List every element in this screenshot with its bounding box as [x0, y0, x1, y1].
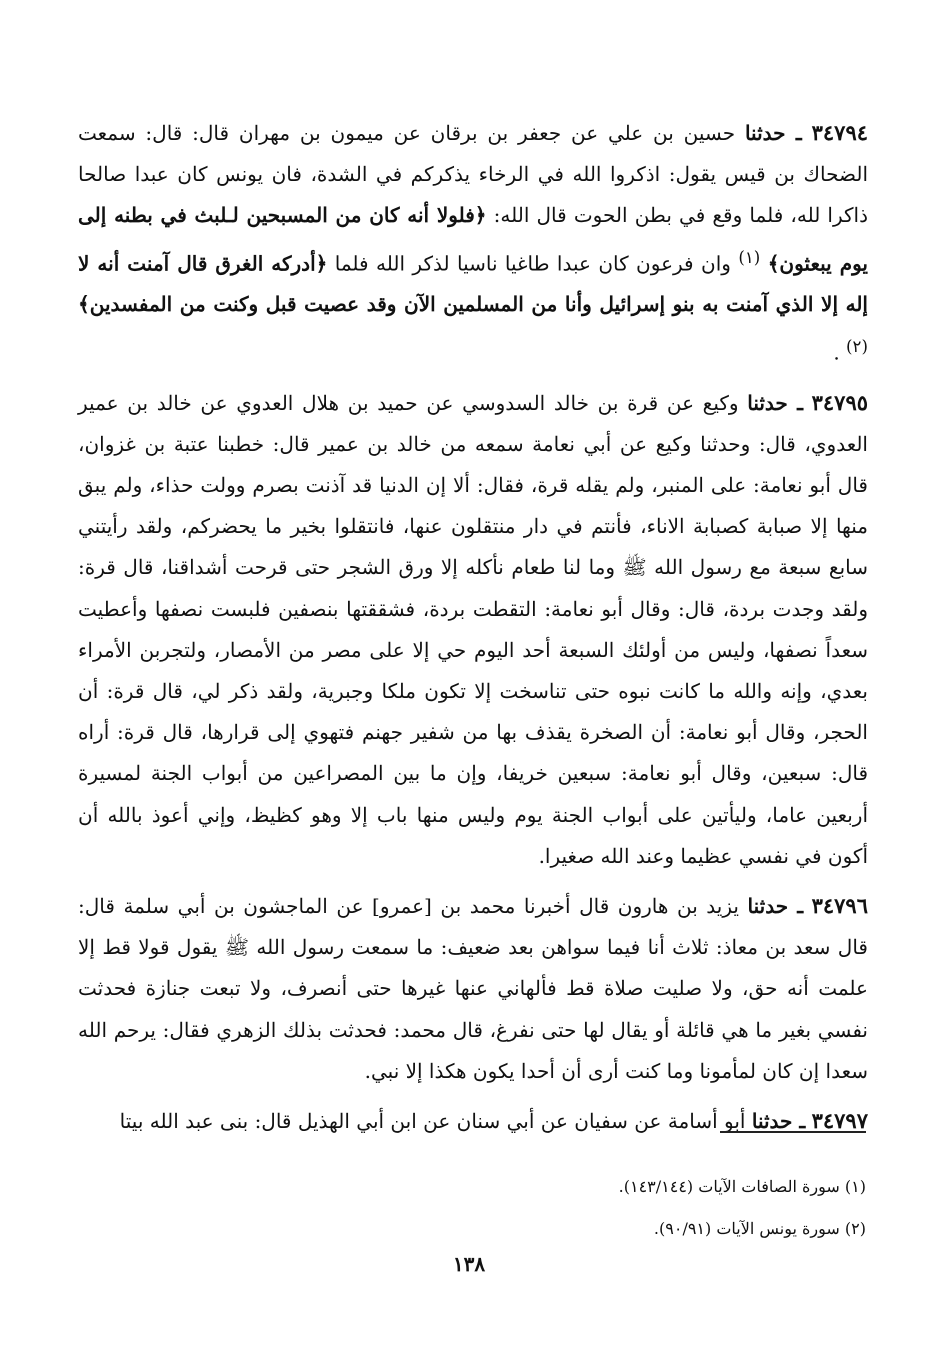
page-number: ١٣٨: [452, 1252, 486, 1276]
page-body: [78, 112, 868, 1142]
footnote: (٢) سورة يونس الآيات (٩٠/٩١).: [653, 1219, 866, 1238]
quran-quote: ﴿فلولا أنه كان من المسبحين لـلبث في بطنه إلى يوم يبعثون﴾: [78, 203, 869, 276]
hadith-number: ٣٤٧٩٧: [811, 1107, 868, 1133]
hadith-text: حسين بن علي عن جعفر بن برقان عن ميمون بن مهران قال: قال: سمعت الضحاك بن قيس يقول: اذكروا الله في الرخاء يذكركم في الشدة، فان يونس كان عبدا صالحا ذاكرا لله، فلما وقع في بطن الحوت قال الله:: [78, 121, 869, 228]
hadith-paragraph: [78, 112, 868, 374]
hadith-lead: ـ حدثنا: [751, 1108, 806, 1133]
quran-quote: ﴿أدركه الغرق قال آمنت أنه لا إله إلا الذي آمنت به بنو إسرائيل وأنا من المسلمين الآن وقد عصيت قبل وكنت من المفسدين﴾: [78, 251, 868, 317]
hadith-lead: ـ حدثنا: [747, 390, 803, 415]
hadith-paragraph: [78, 885, 868, 1092]
hadith-lead: ـ حدثنا: [744, 121, 802, 145]
footnote-ref: (١): [738, 247, 761, 267]
hadith-text: .: [833, 340, 840, 365]
footnote: (١) سورة الصافات الآيات (١٤٣/١٤٤).: [618, 1177, 866, 1196]
hadith-paragraph: [78, 382, 868, 877]
footnotes: [76, 1166, 866, 1250]
footnote-ref: (٢): [846, 336, 868, 356]
hadith-text: وان فرعون كان عبدا طاغيا ناسيا لذكر الله فلما: [327, 251, 731, 276]
footnote-divider: [720, 1131, 866, 1133]
hadith-text: وكيع عن قرة بن خالد السدوسي عن حميد بن هلال العدوي عن خالد بن عمير العدوي، قال: وحدثنا وكيع عن أبي نعامة سمعه من خالد بن عمير قال: خطبنا عتبة بن غزوان، قال أبو نعامة: على المنبر، ولم يقله قرة، فقال: ألا إن الدنيا قد آذنت بصرم وولت حذاء، ولم يبق منها إلا صبابة كصبابة الاناء، فأنتم في دار منتقلون عنها، فانتقلوا بخير ما يحضركم، ولقد رأيتني سابع سبعة مع رسول الله ﷺ وما لنا طعام نأكله إلا ورق الشجر حتى قرحت أشداقنا، قال قرة: ولقد وجدت بردة، قال: وقال أبو نعامة: التقطت بردة، فشققتها بنصفين فلبست نصفها وأعطيت سعداً نصفها، وليس من أولئك السبعة أحد اليوم حي إلا على مصر من الأمصار، ولتجربن الأمراء بعدي، وإنه والله ما كانت نبوه حتى تناسخت إلا تكون ملكا وجبرية، ولقد ذكر لي، قال قرة: أن الحجر، وقال أبو نعامة: أن الصخرة يقذف بها من شفير جهنم فتهوي إلى قرارها، قال قرة: أراه قال: سبعين، وقال أبو نعامة: سبعين خريفا، وإن ما بين المصراعين من أبواب الجنة لمسيرة أربعين عاما، وليأتين على أبواب الجنة يوم وليس منها باب إلا وهو كظيظ، وإني أعوذ بالله أن أكون في نفسي عظيما وعند الله صغيرا.: [78, 390, 868, 868]
hadith-paragraph: [78, 1100, 868, 1142]
hadith-lead: ـ حدثنا: [747, 893, 804, 918]
hadith-text: يزيد بن هارون قال أخبرنا محمد بن [عمرو] عن الماجشون بن أبي سلمة قال: قال سعد بن معاذ: ثلاث أنا فيما سواهن بعد ضعيف: ما سمعت رسول الله ﷺ يقول قولا قط إلا علمت أنه حق، ولا صليت صلاة قط فألهاني عنها غيرها حتى أنصرف، ولا تبعت جنازة فحدثت نفسي بغير ما هي قائلة أو يقال لها حتى نفرغ، قال محمد: فحدثت بذلك الزهري فقال: يرحم الله سعدا إن كان لمأمونا وما كنت أرى أن أحدا يكون هكذا إلا نبي.: [78, 893, 868, 1083]
hadith-text: أبو أسامة عن سفيان عن أبي سنان عن ابن أبي الهذيل قال: بنى عبد الله بيتا: [119, 1108, 746, 1133]
hadith-number: ٣٤٧٩٤: [811, 120, 869, 145]
hadith-number: ٣٤٧٩٦: [811, 892, 868, 918]
hadith-number: ٣٤٧٩٥: [811, 389, 869, 415]
